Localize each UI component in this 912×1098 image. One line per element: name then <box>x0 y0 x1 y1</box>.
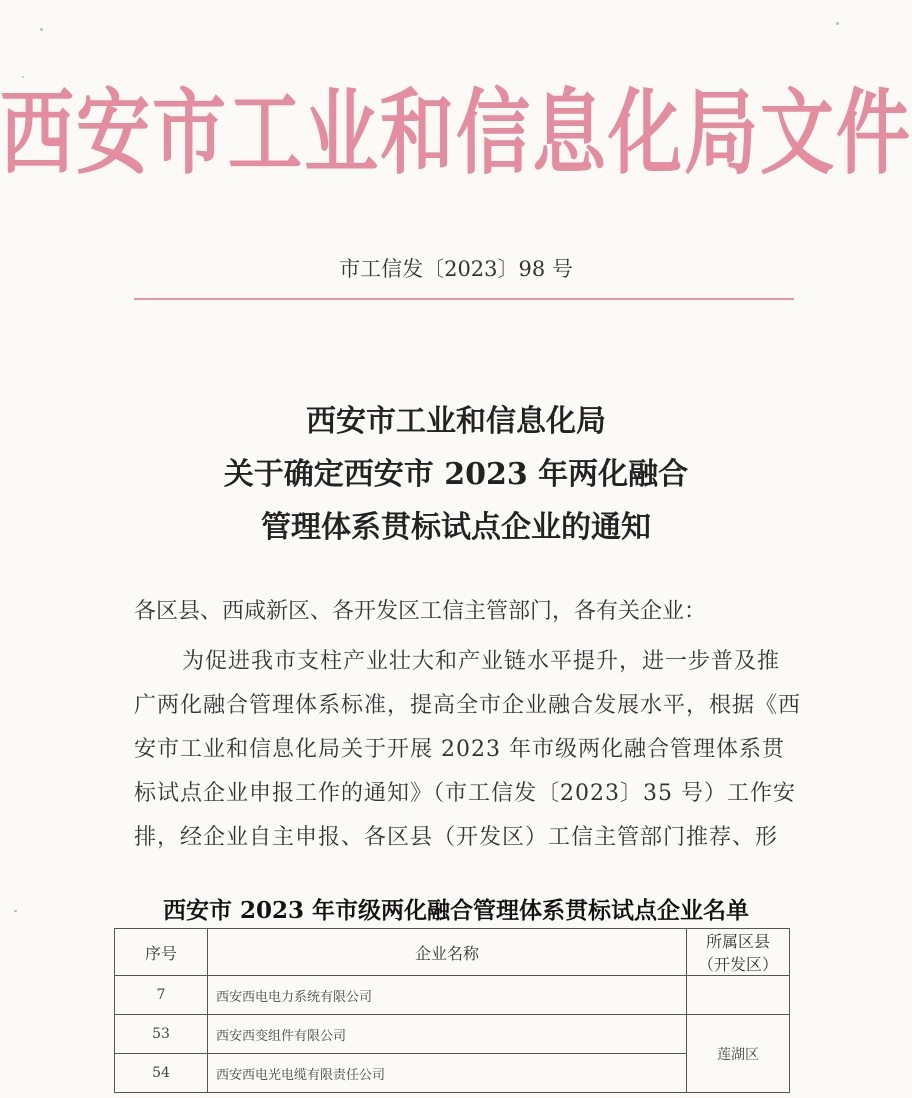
row-name: 西安西电电力系统有限公司 <box>208 976 687 1015</box>
table-header-row <box>115 929 790 976</box>
header-no: 序号 <box>115 929 208 976</box>
notice-title <box>0 395 912 554</box>
notice-title-line: 管理体系贯标试点企业的通知 <box>261 510 651 545</box>
header-divider <box>134 298 794 300</box>
body-line: 安市工业和信息化局关于开展 2023 年市级两化融合管理体系贯 <box>134 737 785 762</box>
scan-speck <box>836 22 839 25</box>
enterprise-list-title: 西安市 2023 年市级两化融合管理体系贯标试点企业名单 <box>162 897 750 924</box>
notice-title-line: 西安市工业和信息化局 <box>306 404 606 439</box>
notice-title-line: 关于确定西安市 2023 年两化融合 <box>223 457 689 492</box>
header-name: 企业名称 <box>208 929 687 976</box>
scan-speck <box>22 76 24 78</box>
body-line: 广两化融合管理体系标准，提高全市企业融合发展水平，根据《西 <box>134 693 802 718</box>
notice-body <box>134 640 802 860</box>
row-no: 54 <box>115 1054 208 1093</box>
body-line: 标试点企业申报工作的通知》（市工信发〔2023〕35 号）工作安 <box>134 781 796 806</box>
row-district <box>687 976 790 1015</box>
document-header-title: 西安市工业和信息化局文件 <box>0 80 912 188</box>
scan-speck <box>40 28 43 31</box>
header-district-line2: （开发区） <box>697 955 778 974</box>
notice-addressee: 各区县、西咸新区、各开发区工信主管部门，各有关企业： <box>134 599 707 624</box>
row-name: 西安西电光电缆有限责任公司 <box>208 1054 687 1093</box>
table-row <box>115 976 790 1015</box>
row-name: 西安西变组件有限公司 <box>208 1015 687 1054</box>
scan-speck <box>14 910 17 912</box>
row-no: 53 <box>115 1015 208 1054</box>
row-district: 莲湖区 <box>687 1015 790 1093</box>
document-number: 市工信发〔2023〕98 号 <box>339 257 573 281</box>
header-district-line1: 所属区县 <box>705 932 770 951</box>
row-no: 7 <box>115 976 208 1015</box>
enterprise-list-table <box>114 928 790 1093</box>
header-district <box>687 929 790 976</box>
body-line: 排，经企业自主申报、各区县（开发区）工信主管部门推荐、形 <box>134 825 779 850</box>
table-row <box>115 1015 790 1054</box>
body-line: 为促进我市支柱产业壮大和产业链水平提升，进一步普及推 <box>182 649 781 674</box>
